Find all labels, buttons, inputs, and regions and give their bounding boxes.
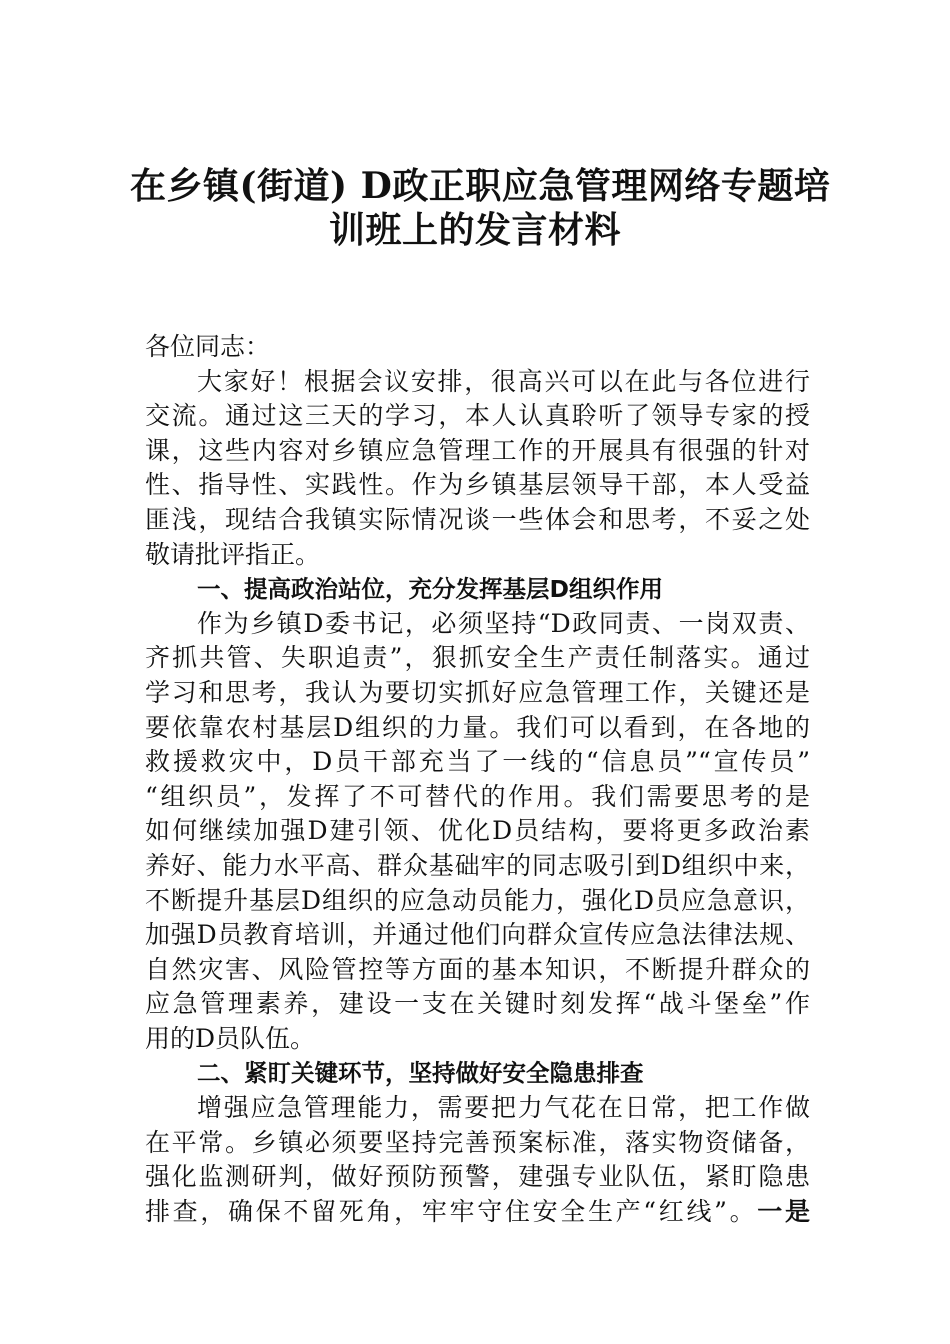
paragraph-line: 匪浅，现结合我镇实际情况谈一些体会和思考，不妥之处	[145, 504, 810, 534]
paragraph-line: 作为乡镇D委书记，必须坚持“D政同责、一岗双责、	[197, 608, 810, 638]
paragraph-line: 增强应急管理能力，需要把力气花在日常，把工作做	[197, 1093, 810, 1123]
paragraph-line: 在平常。乡镇必须要坚持完善预案标准，落实物资储备，	[145, 1127, 810, 1157]
paragraph-line: 用的D员队伍。	[145, 1023, 316, 1053]
paragraph-line: 要依靠农村基层D组织的力量。我们可以看到，在各地的	[145, 712, 810, 742]
paragraph-line: 应急管理素养，建设一支在关键时刻发挥“战斗堡垒”作	[145, 989, 810, 1019]
paragraph-line: 养好、能力水平高、群众基础牢的同志吸引到D组织中来，	[145, 850, 810, 880]
paragraph-line: “组织员”，发挥了不可替代的作用。我们需要思考的是	[145, 781, 810, 811]
paragraph-line: 大家好！根据会议安排，很高兴可以在此与各位进行	[197, 366, 810, 396]
document-title-line-2: 训班上的发言材料	[328, 209, 621, 251]
section-heading-1: 一、提高政治站位，充分发挥基层D组织作用	[197, 575, 664, 604]
paragraph-text: 排查，确保不留死角，牢牢守住安全生产“红线”。	[145, 1196, 758, 1226]
paragraph-line: 交流。通过这三天的学习，本人认真聆听了领导专家的授	[145, 401, 810, 431]
paragraph-line: 敬请批评指正。	[145, 539, 321, 569]
document-title-line-1: 在乡镇(街道) D政正职应急管理网络专题培	[130, 165, 831, 207]
paragraph-line: 加强D员教育培训，并通过他们向群众宣传应急法律法规、	[145, 920, 810, 950]
section-heading-2: 二、紧盯关键环节，坚持做好安全隐患排查	[197, 1059, 644, 1088]
paragraph-line: 如何继续加强D建引领、优化D员结构，要将更多政治素	[145, 816, 810, 846]
document-body	[145, 330, 810, 1229]
paragraph-line: 齐抓共管、失职追责”，狠抓安全生产责任制落实。通过	[145, 643, 810, 673]
salutation: 各位同志：	[145, 332, 271, 361]
emphasis-text: 一是	[757, 1196, 810, 1226]
paragraph-line: 救援救灾中，D员干部充当了一线的“信息员”“宣传员”	[145, 747, 810, 777]
paragraph-line: 自然灾害、风险管控等方面的基本知识，不断提升群众的	[145, 954, 810, 984]
paragraph-line: 性、指导性、实践性。作为乡镇基层领导干部，本人受益	[145, 470, 810, 500]
paragraph-line: 学习和思考，我认为要切实抓好应急管理工作，关键还是	[145, 677, 810, 707]
paragraph-line: 不断提升基层D组织的应急动员能力，强化D员应急意识，	[145, 885, 810, 915]
paragraph-line	[145, 1195, 810, 1230]
paragraph-line: 强化监测研判，做好预防预警，建强专业队伍，紧盯隐患	[145, 1162, 810, 1192]
paragraph-line: 课，这些内容对乡镇应急管理工作的开展具有很强的针对	[145, 435, 810, 465]
